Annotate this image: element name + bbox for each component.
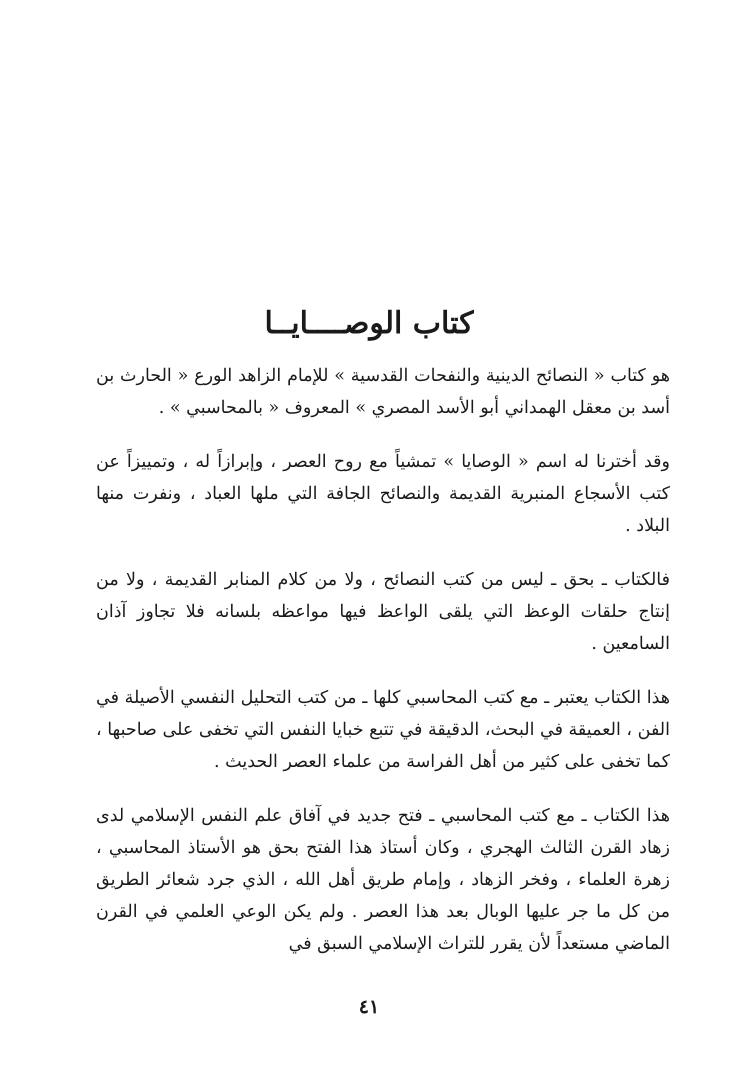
paragraph-1: هو كتاب « النصائح الدينية والنفحات القدسية » للإمام الزاهد الورع « الحارث بن أسد بن معقل الهمداني أبو الأسد المصري » المعروف « بالمحاسبي » . — [96, 366, 670, 418]
body-text — [96, 360, 670, 982]
chapter-title: كتاب الوصــــايــا — [264, 306, 474, 341]
paragraph-5: هذا الكتاب ـ مع كتب المحاسبي ـ فتح جديد في آفاق علم النفس الإسلامي لدى زهاد القرن الثالث الهجري ، وكان أستاذ هذا الفتح بحق هو الأستاذ المحاسبي ، زهرة العلماء ، وفخر الزهاد ، وإمام طريق أهل الله ، الذي جرد شعائر الطريق من كل ما جر عليها الوبال بعد هذا العصر . ولم يكن الوعي العلمي في القرن الماضي مستعداً لأن يقرر للتراث الإسلامي السبق في — [96, 806, 670, 954]
page-number: ٤١ — [358, 996, 380, 1018]
paragraph-2: وقد أخترنا له اسم « الوصايا » تمشياً مع روح العصر ، وإبرازاً له ، وتمييزاً عن كتب الأسجاع المنبرية القديمة والنصائح الجافة التي ملها العباد ، ونفرت منها البلاد . — [96, 452, 670, 536]
paragraph-4: هذا الكتاب يعتبر ـ مع كتب المحاسبي كلها ـ من كتب التحليل النفسي الأصيلة في الفن ، العميقة في البحث، الدقيقة في تتبع خبايا النفس التي تخفى على صاحبها ، كما تخفى على كثير من أهل الفراسة من علماء العصر الحديث . — [96, 688, 670, 772]
paragraph-3: فالكتاب ـ بحق ـ ليس من كتب النصائح ، ولا من كلام المنابر القديمة ، ولا من إنتاج حلقات الوعظ التي يلقى الواعظ فيها مواعظه بلسانه فلا تجاوز آذان السامعين . — [96, 570, 670, 654]
